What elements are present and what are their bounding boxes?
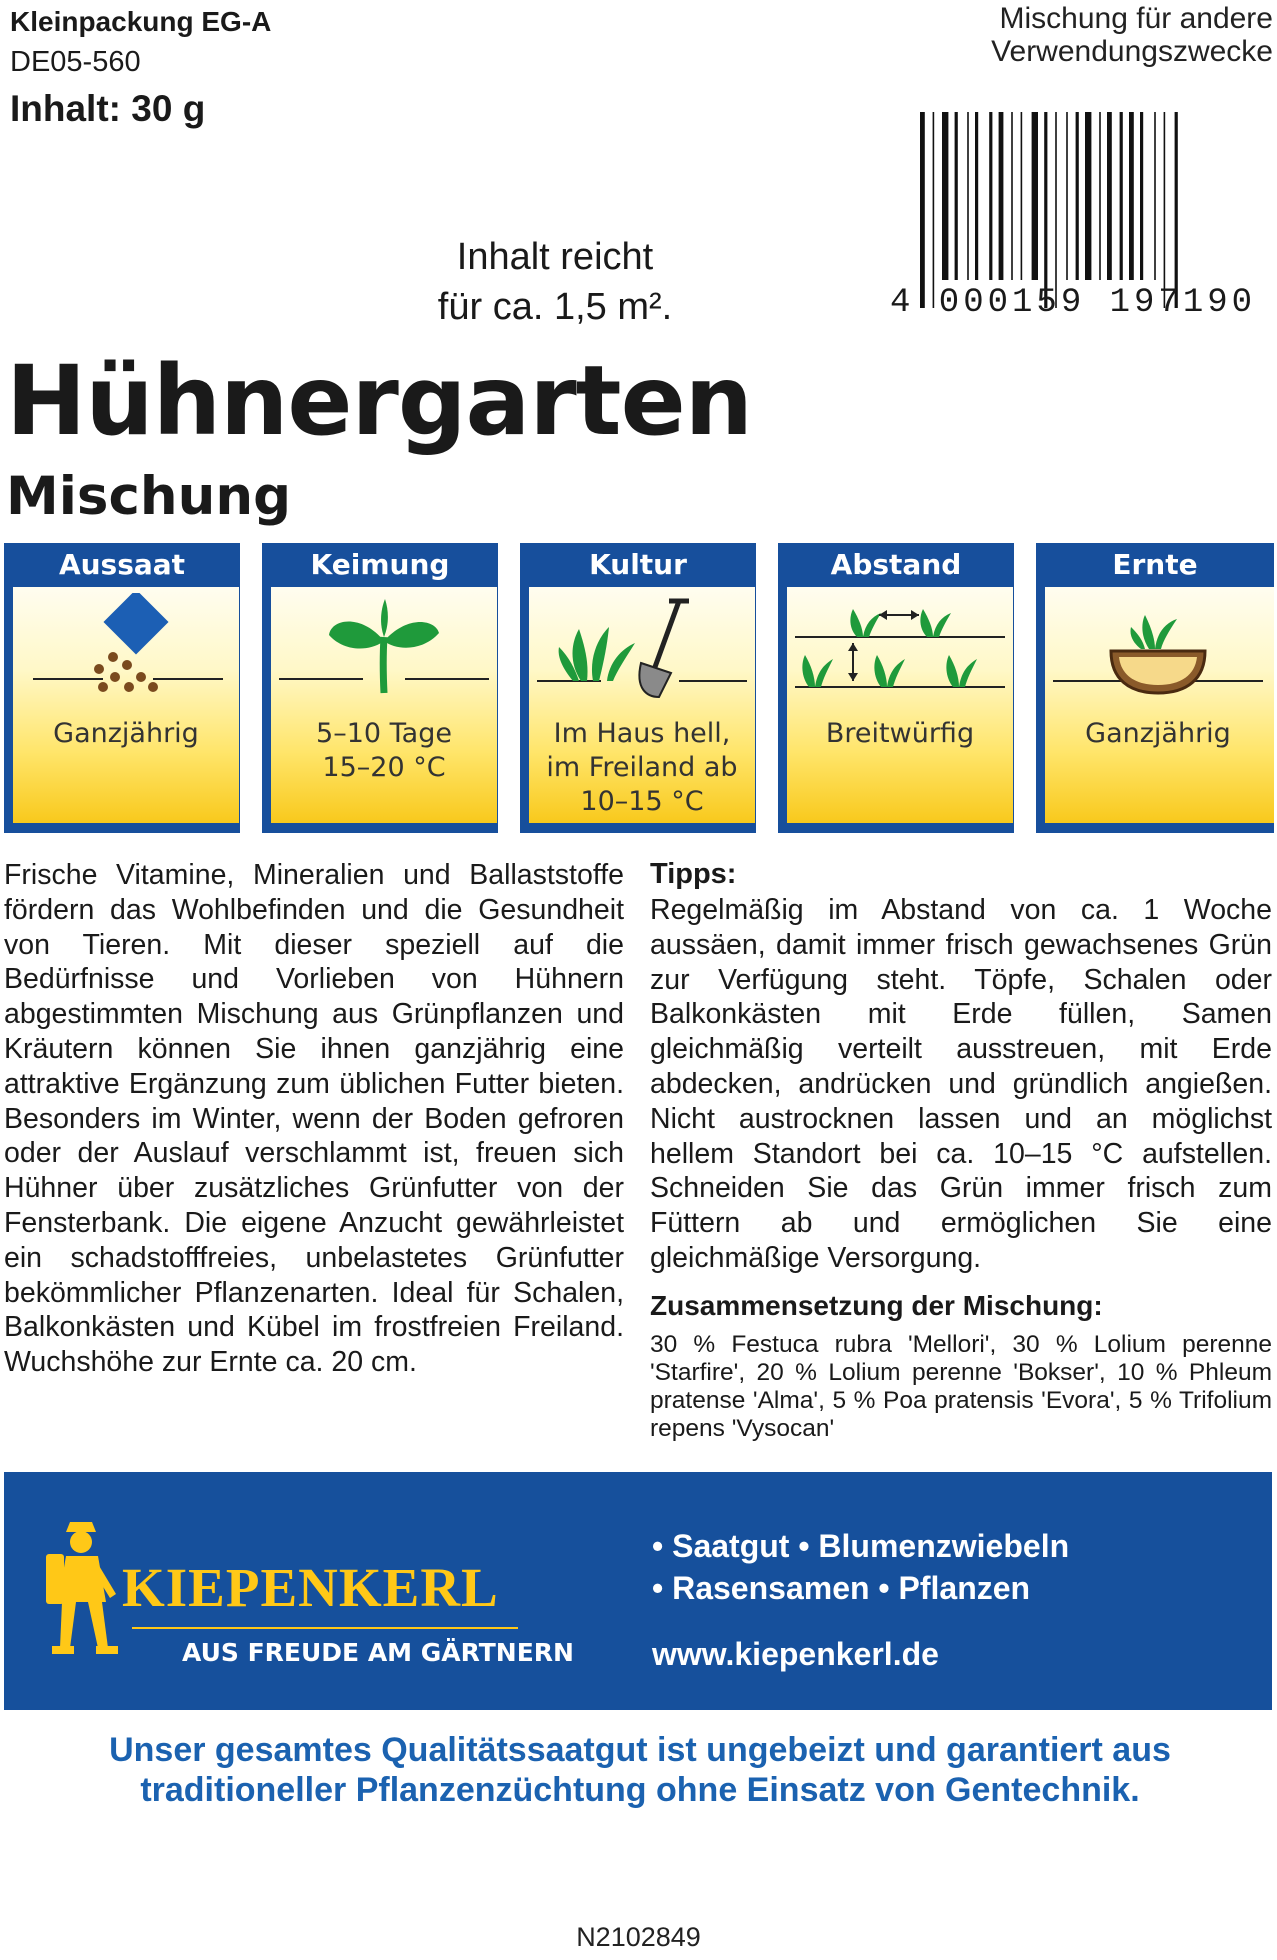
brand-logo-text: KIEPENKERL	[122, 1557, 499, 1618]
barcode-bar	[1154, 112, 1156, 280]
tips-heading: Tipps:	[650, 858, 737, 890]
footer-code: N2102849	[576, 1922, 701, 1952]
barcode-bar	[1066, 112, 1068, 280]
tips-text: Regelmäßig im Abstand von ca. 1 Woche aussäen, damit immer frisch gewachsenes Grün zur Verfügung steht. Töpfe, Schalen oder Balkonkästen mit Erde füllen, Samen gleichmäßig verteilt ausstreuen, mit Erde abdecken, andrücken und gründlich angießen. Nicht austrocknen lassen und an möglichst hellem Standort bei ca. 10–15 °C aufstellen. Schneiden Sie das Grün immer frisch zum Füttern ab und ermöglichen Sie eine gleichmäßige Versorgung.	[650, 894, 1272, 1274]
card-aussaat	[4, 543, 240, 833]
barcode-bar	[1129, 112, 1134, 280]
barcode-bar	[1099, 112, 1101, 280]
card-text-line: 15–20 °C	[322, 752, 446, 783]
package-code: DE05-560	[10, 46, 141, 78]
barcode-bar	[967, 112, 969, 280]
spacing-icon	[787, 593, 1013, 705]
quality-note	[20, 1730, 1260, 1810]
barcode-digits: 4 000159 197190	[890, 284, 1257, 322]
card-label: Abstand	[830, 548, 962, 581]
card-text	[787, 717, 1013, 751]
composition-heading: Zusammensetzung der Mischung:	[650, 1290, 1103, 1321]
barcode-bar	[1032, 112, 1038, 280]
barcode-bar	[1021, 112, 1023, 280]
card-label: Ernte	[1112, 548, 1198, 581]
package-content: Inhalt: 30 g	[10, 88, 206, 129]
card-text	[13, 717, 239, 751]
logo-divider	[132, 1627, 518, 1629]
barcode-bar	[1076, 112, 1079, 280]
website-link[interactable]: www.kiepenkerl.de	[652, 1636, 939, 1672]
product-subtitle: Mischung	[6, 466, 292, 527]
card-text	[271, 717, 497, 785]
barcode-bar	[920, 112, 925, 308]
package-type: Kleinpackung EG-A	[10, 6, 272, 37]
barcode-bar	[955, 112, 958, 280]
barcode-bar	[1011, 112, 1013, 280]
barcode-bar	[999, 112, 1004, 280]
seedling-icon	[271, 593, 497, 705]
barcode-bar	[1044, 112, 1047, 308]
mix-purpose	[933, 2, 1273, 68]
kiepenkerl-figure-icon	[42, 1514, 122, 1674]
shovel-plants-icon	[529, 593, 755, 705]
brand-banner	[4, 1472, 1272, 1710]
card-ernte	[1036, 543, 1274, 833]
card-text-line: 10–15 °C	[580, 786, 704, 817]
card-text-line: Ganzjährig	[1085, 718, 1231, 749]
composition-text: 30 % Festuca rubra 'Mellori', 30 % Lolium perenne 'Starfire', 20 % Lolium perenne 'Bokser', 10 % Phleum pratense 'Alma', 5 % Poa pratensis 'Evora', 5 % Trifolium repens 'Vysocan'	[650, 1331, 1272, 1442]
card-text-line: im Freiland ab	[546, 752, 738, 783]
barcode-bar	[1055, 112, 1057, 308]
mix-purpose-line2: Verwendungszwecke	[991, 35, 1273, 68]
card-label: Aussaat	[58, 548, 186, 581]
banner-products-line2: • Rasensamen • Pflanzen	[652, 1570, 1031, 1606]
barcode-bar	[1107, 112, 1112, 280]
card-abstand	[778, 543, 1014, 833]
mix-purpose-line1: Mischung für andere	[999, 2, 1273, 35]
barcode-bar	[942, 112, 948, 280]
coverage-line2: für ca. 1,5 m².	[437, 286, 673, 328]
quality-line2: traditioneller Pflanzenzüchtung ohne Einsatz von Gentechnik.	[140, 1771, 1140, 1809]
card-label: Keimung	[310, 548, 450, 581]
barcode-bar	[1085, 112, 1091, 280]
product-description: Frische Vitamine, Mineralien und Ballaststoffe fördern das Wohlbefinden und die Gesundheit von Tieren. Mit dieser speziell auf die Bedürfnisse und Vorlieben von Hühnern abgestimmten Mischung aus Grünpflanzen und Kräutern können Sie ihnen ganzjährig eine attraktive Ergänzung zum üblichen Futter bieten. Besonders im Winter, wenn der Boden gefroren oder der Auslauf verschlammt ist, freuen sich Hühner über zusätzliches Grünfutter von der Fensterbank. Die eigene Anzucht gewährleistet ein schadstofffreies, unbelastetes Grünfutter bekömmlicher Pflanzenarten. Ideal für Schalen, Balkonkästen und Kübel im frostfreien Freiland. Wuchshöhe zur Ernte ca. 20 cm.	[4, 859, 624, 1379]
barcode-bar	[1120, 112, 1123, 280]
card-text-line: Ganzjährig	[53, 718, 199, 749]
card-text	[1045, 717, 1271, 751]
harvest-bowl-icon	[1045, 593, 1271, 705]
barcode-bar	[975, 112, 978, 280]
banner-products-line1: • Saatgut • Blumenzwiebeln	[652, 1528, 1070, 1564]
barcode-bar	[1164, 112, 1166, 308]
card-label: Kultur	[589, 548, 687, 581]
card-kultur	[520, 543, 756, 833]
coverage-note	[410, 232, 700, 332]
card-text	[529, 717, 755, 819]
barcode-bar	[933, 112, 935, 308]
barcode-bar	[989, 112, 992, 280]
sowing-icon	[13, 593, 239, 705]
card-text-line: 5–10 Tage	[316, 718, 452, 749]
barcode-bar	[1140, 112, 1143, 280]
coverage-line1: Inhalt reicht	[456, 236, 654, 278]
card-text-line: Breitwürfig	[825, 718, 975, 749]
brand-slogan: AUS FREUDE AM GÄRTNERN	[182, 1638, 574, 1667]
barcode-bar	[1175, 112, 1178, 308]
quality-line1: Unser gesamtes Qualitätssaatgut ist ungebeizt und garantiert aus	[109, 1731, 1171, 1769]
product-title: Hühnergarten	[6, 345, 753, 457]
card-text-line: Im Haus hell,	[553, 718, 731, 749]
card-keimung	[262, 543, 498, 833]
